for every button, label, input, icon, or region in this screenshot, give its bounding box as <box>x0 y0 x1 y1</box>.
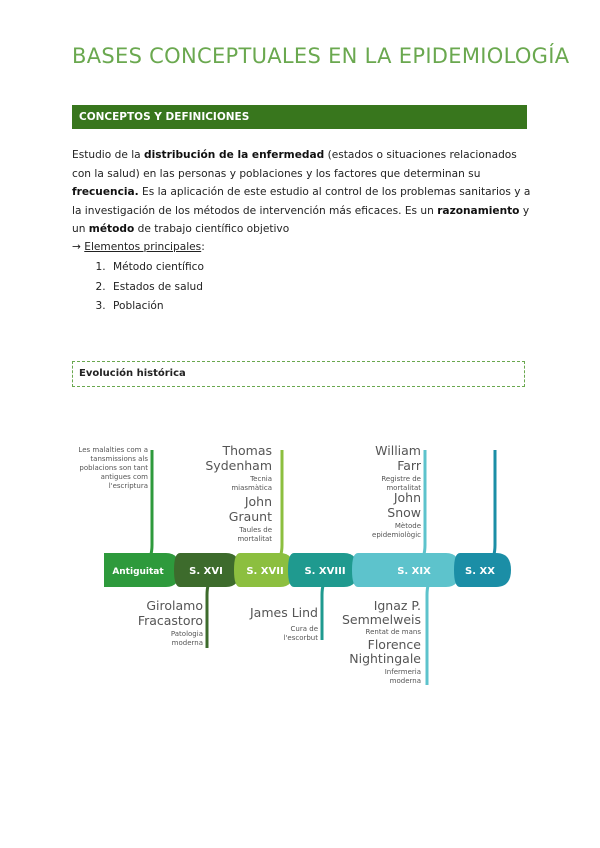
era-label: S. XVIII <box>304 566 346 577</box>
person-note: miasmàtica <box>231 484 272 492</box>
definition-text: y un <box>72 204 530 235</box>
person-name: Sydenham <box>205 458 272 473</box>
page-title: BASES CONCEPTUALES EN LA EPIDEMIOLOGÍA <box>72 44 570 68</box>
person-note: l'escorbut <box>283 634 318 642</box>
definition-text: Es la aplicación de este estudio al control de los problemas sanitarios y a la investigación de los métodos de intervención más eficaces. Es un <box>72 186 531 217</box>
person-name: Snow <box>387 505 421 520</box>
antiguitat-note: tansmissions als <box>90 455 148 463</box>
definition-text: (estados o situaciones relacionados con la salud) en las personas y poblaciones y los factores que determinan su <box>72 149 517 180</box>
person-note: Taules de <box>239 526 272 534</box>
era-label: S. XVI <box>189 566 223 577</box>
definition-text: de trabajo científico objetivo <box>134 223 290 235</box>
antiguitat-note: poblacions son tant <box>79 464 148 472</box>
person-name: John <box>393 490 421 505</box>
person-name: Girolamo <box>146 598 203 613</box>
definition-bold: frecuencia. <box>72 186 139 198</box>
elements-colon: : <box>201 241 205 253</box>
person-name: Farr <box>397 458 421 473</box>
person-note: Infermeria <box>384 668 421 676</box>
person-name: William <box>375 443 421 458</box>
definition-text: Estudio de la <box>72 149 145 161</box>
connector-line <box>472 450 495 570</box>
person-note: Mètode <box>394 522 421 530</box>
era-label: Antiguitat <box>112 567 164 577</box>
person-name: Thomas <box>222 443 272 458</box>
definition-bold: distribución de la enfermedad <box>144 149 325 161</box>
person-name: Fracastoro <box>137 613 203 628</box>
person-note: Cura de <box>290 625 318 633</box>
antiguitat-note: Les malalties com a <box>78 446 148 454</box>
person-note: mortalitat <box>237 535 272 543</box>
elements-label: Elementos principales <box>84 241 202 253</box>
person-note: moderna <box>389 677 421 685</box>
person-name: Ignaz P. <box>373 598 421 613</box>
antiguitat-note: l'escriptura <box>108 482 148 490</box>
section-header-conceptos: CONCEPTOS Y DEFINICIONES <box>72 105 527 129</box>
era-label: S. XVII <box>246 566 284 577</box>
person-name: Florence <box>367 637 421 652</box>
person-note: epidemiològic <box>372 531 421 539</box>
definition-bold: razonamiento <box>437 204 520 217</box>
section-header-evolucion: Evolución histórica <box>72 361 525 387</box>
list-item: 2. Estados de salud <box>109 278 204 298</box>
person-name: Nightingale <box>349 651 421 666</box>
list-item: 3. Población <box>109 297 204 317</box>
arrow-icon: → <box>72 241 81 253</box>
person-name: James Lind <box>250 605 318 620</box>
person-note: Tecnia <box>250 475 272 483</box>
person-note: Rentat de mans <box>365 628 421 636</box>
antiguitat-note: antigues com <box>100 473 148 481</box>
era-label: S. XIX <box>397 566 431 577</box>
list-item: 1. Método científico <box>109 258 204 278</box>
definition-bold: método <box>88 223 135 235</box>
era-label: S. XX <box>465 566 495 577</box>
person-name: Graunt <box>228 509 272 524</box>
connector-line <box>427 570 450 685</box>
person-note: mortalitat <box>386 484 421 492</box>
person-name: John <box>244 494 272 509</box>
person-name: Semmelweis <box>341 612 421 627</box>
person-note: Patologia <box>170 630 203 638</box>
person-note: moderna <box>171 639 203 647</box>
person-note: Registre de <box>381 475 421 483</box>
